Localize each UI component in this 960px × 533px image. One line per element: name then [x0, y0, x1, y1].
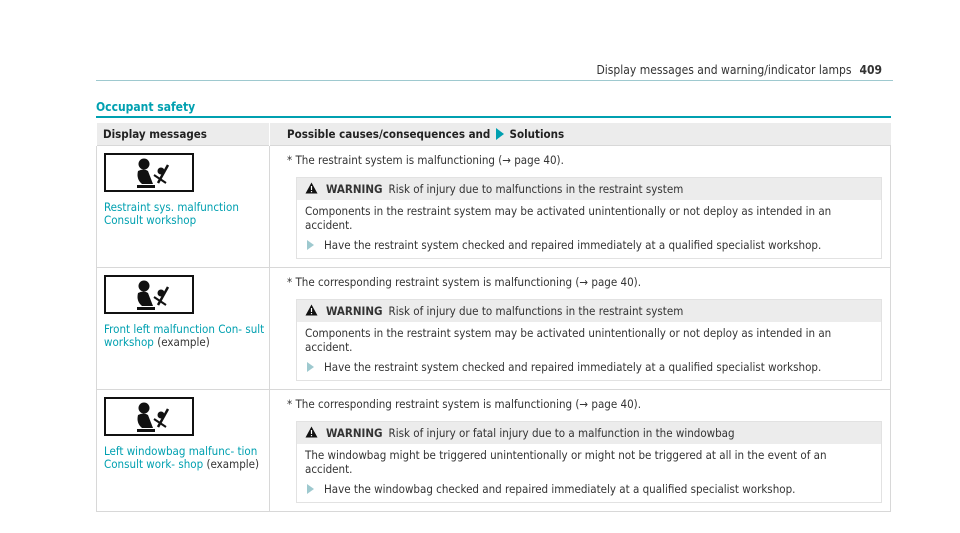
warning-box	[296, 299, 882, 381]
solutions-arrow-icon	[496, 128, 504, 140]
action-step: Have the restraint system checked and repaired immediately at a qualified specialist workshop.	[297, 232, 881, 258]
section-title: Occupant safety	[96, 100, 196, 114]
message-cell	[97, 268, 270, 390]
action-arrow-icon	[307, 240, 314, 250]
warning-text: Components in the restraint system may be activated unintentionally or not deploy as intended in an accident.	[305, 326, 832, 354]
page-number: 409	[859, 63, 882, 77]
warning-triangle-icon	[305, 182, 318, 197]
col-display-messages: Display messages	[97, 123, 270, 146]
table-row	[97, 390, 891, 512]
warning-title: Risk of injury due to malfunctions in the restraint system	[388, 304, 684, 318]
solution-cell	[270, 390, 891, 512]
warning-label: WARNING	[326, 426, 383, 440]
action-arrow-icon	[307, 484, 314, 494]
table-row	[97, 268, 891, 390]
warning-label: WARNING	[326, 304, 383, 318]
warning-box	[296, 421, 882, 503]
warning-header	[297, 300, 881, 322]
display-message: Restraint sys. malfunction Consult workshop	[104, 200, 239, 227]
warning-header	[297, 178, 881, 200]
cause-text: * The corresponding restraint system is malfunctioning (→ page 40).	[287, 275, 641, 289]
warning-box	[296, 177, 882, 259]
col-solutions-label: Solutions	[509, 127, 565, 141]
message-cell	[97, 390, 270, 512]
airbag-warning-icon	[104, 153, 194, 192]
warning-text: Components in the restraint system may be activated unintentionally or not deploy as intended in an accident.	[305, 204, 832, 232]
action-arrow-icon	[307, 362, 314, 372]
solution-cell	[270, 268, 891, 390]
display-message: Front left malfunction Con- sult workshop (example)	[104, 322, 265, 349]
table-header-row	[97, 123, 891, 146]
action-step: Have the restraint system checked and repaired immediately at a qualified specialist workshop.	[297, 354, 881, 380]
airbag-warning-icon	[104, 397, 194, 436]
warning-triangle-icon	[305, 426, 318, 441]
warning-triangle-icon	[305, 304, 318, 319]
message-cell	[97, 146, 270, 268]
messages-table	[96, 123, 891, 512]
example-note: (example)	[206, 457, 260, 471]
warning-header	[297, 422, 881, 444]
col-causes-label: Possible causes/consequences and	[287, 127, 491, 141]
solution-cell	[270, 146, 891, 268]
example-note: (example)	[157, 335, 210, 349]
cause-text: * The restraint system is malfunctioning (→ page 40).	[287, 153, 564, 167]
airbag-warning-icon	[104, 275, 194, 314]
cause-text: * The corresponding restraint system is malfunctioning (→ page 40).	[287, 397, 641, 411]
warning-title: Risk of injury or fatal injury due to a malfunction in the windowbag	[388, 426, 735, 440]
col-causes-solutions	[270, 123, 891, 146]
warning-label: WARNING	[326, 182, 383, 196]
header-title: Display messages and warning/indicator lamps	[596, 63, 852, 77]
section-rule	[96, 116, 891, 118]
table-row	[97, 146, 891, 268]
running-header	[596, 63, 882, 77]
header-rule	[96, 80, 893, 81]
display-message: Left windowbag malfunc- tion Consult work- shop (example)	[104, 444, 260, 471]
warning-text: The windowbag might be triggered unintentionally or might not be triggered at all in the event of an accident.	[305, 448, 827, 476]
action-step: Have the windowbag checked and repaired immediately at a qualified specialist workshop.	[297, 476, 881, 502]
warning-title: Risk of injury due to malfunctions in the restraint system	[388, 182, 684, 196]
